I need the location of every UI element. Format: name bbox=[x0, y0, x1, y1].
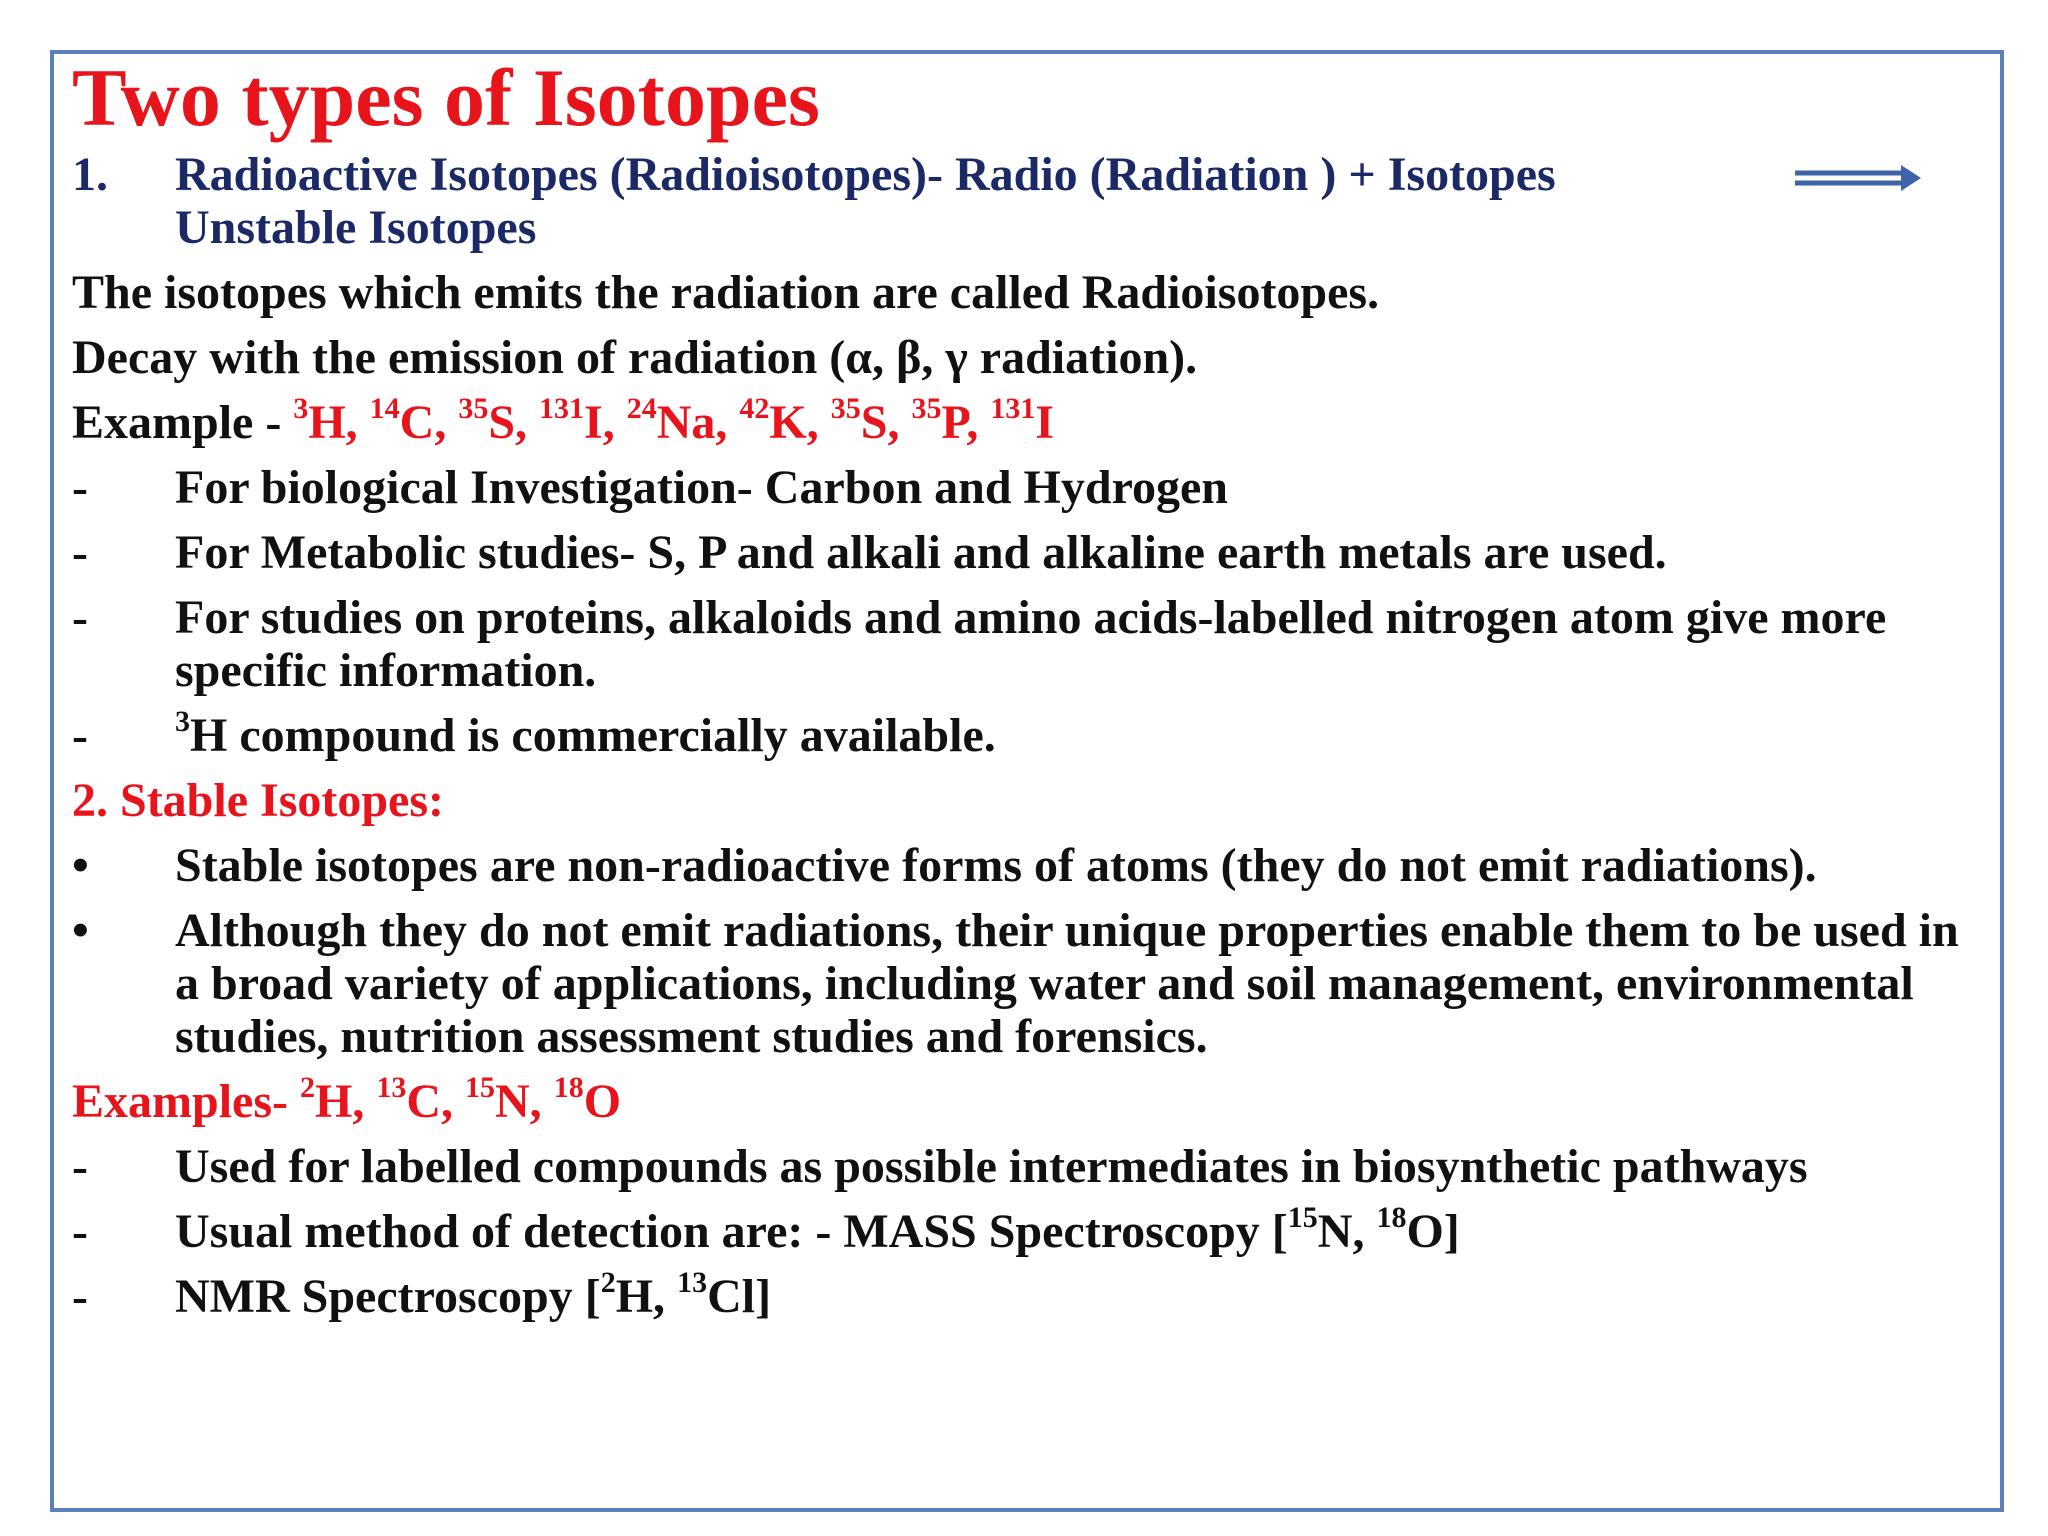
mass-number: 35 bbox=[911, 392, 942, 425]
mass-number: 35 bbox=[458, 392, 489, 425]
element-symbol: I, bbox=[584, 396, 627, 449]
mass-number: 2 bbox=[300, 1071, 315, 1104]
mass-number: 14 bbox=[369, 392, 400, 425]
dash-marker: - bbox=[72, 709, 88, 762]
slide-content bbox=[72, 50, 2008, 1323]
element-symbol: I bbox=[1035, 396, 1055, 449]
section1-heading-text: Radioactive Isotopes (Radioisotopes)- Radio (Radiation ) + Isotopes bbox=[175, 148, 1556, 201]
list-item bbox=[72, 526, 2008, 579]
element-symbol: O] bbox=[1406, 1205, 1460, 1258]
element-symbol: H, bbox=[315, 1075, 377, 1128]
list-item-text: For studies on proteins, alkaloids and amino acids-labelled nitrogen atom give more specific information. bbox=[175, 591, 1887, 697]
section1-heading-cont: Unstable Isotopes bbox=[175, 201, 537, 254]
element-symbol: Na, bbox=[656, 396, 740, 449]
element-symbol: N, bbox=[495, 1075, 554, 1128]
element-symbol: H, bbox=[308, 396, 370, 449]
mass-number: 13 bbox=[376, 1071, 407, 1104]
element-symbol: S, bbox=[488, 396, 540, 449]
list-item bbox=[72, 1140, 2008, 1193]
stable-examples-line bbox=[72, 1071, 2008, 1128]
radioisotope-examples bbox=[293, 392, 1055, 449]
element-symbol: N, bbox=[1317, 1205, 1377, 1258]
element-symbol: P, bbox=[941, 396, 991, 449]
nmr-text: NMR Spectroscopy [ bbox=[175, 1270, 601, 1323]
mass-number: 18 bbox=[553, 1071, 584, 1104]
element-symbol: K, bbox=[769, 396, 831, 449]
element-symbol: Cl] bbox=[707, 1270, 772, 1323]
list-item bbox=[72, 705, 2008, 762]
list-item-text: For biological Investigation- Carbon and Hydrogen bbox=[175, 461, 1228, 514]
list-item bbox=[72, 461, 2008, 514]
section1-heading bbox=[72, 148, 2008, 254]
slide-title: Two types of Isotopes bbox=[72, 52, 820, 143]
mass-number: 42 bbox=[739, 392, 770, 425]
decay-line: Decay with the emission of radiation (α, β, γ radiation). bbox=[72, 331, 1198, 384]
dash-marker: - bbox=[72, 1205, 88, 1258]
list-item-text: Used for labelled compounds as possible intermediates in biosynthetic pathways bbox=[175, 1140, 1808, 1193]
example-label: Example - bbox=[72, 396, 294, 449]
mass-number: 3 bbox=[293, 392, 309, 425]
bullet-marker: • bbox=[72, 904, 89, 957]
element-symbol: C, bbox=[399, 396, 459, 449]
dash-marker: - bbox=[72, 1140, 88, 1193]
mass-number: 13 bbox=[677, 1266, 708, 1299]
section2-heading: 2. Stable Isotopes: bbox=[72, 774, 445, 827]
bullet-marker: • bbox=[72, 839, 89, 892]
stable-isotope-examples bbox=[300, 1071, 622, 1128]
dash-marker: - bbox=[72, 1270, 88, 1323]
list-item-text: For Metabolic studies- S, P and alkali and alkaline earth metals are used. bbox=[175, 526, 1667, 579]
radioisotope-definition: The isotopes which emits the radiation are called Radioisotopes. bbox=[72, 266, 1380, 319]
list-item bbox=[72, 839, 2008, 892]
mass-number: 131 bbox=[990, 392, 1036, 425]
list-item bbox=[72, 904, 2008, 1063]
mass-number: 3 bbox=[175, 705, 190, 738]
mass-number: 131 bbox=[539, 392, 585, 425]
list-item-text: Stable isotopes are non-radioactive forms of atoms (they do not emit radiations). bbox=[175, 839, 1817, 892]
element-symbol: S, bbox=[860, 396, 912, 449]
list-item bbox=[72, 1201, 2008, 1258]
mass-number: 15 bbox=[1287, 1201, 1318, 1234]
mass-number: 15 bbox=[465, 1071, 496, 1104]
detection-text: Usual method of detection are: - MASS Spectroscopy [ bbox=[175, 1205, 1288, 1258]
element-symbol: C, bbox=[406, 1075, 466, 1128]
section1-marker: 1. bbox=[72, 148, 108, 201]
mass-number: 24 bbox=[626, 392, 657, 425]
list-item bbox=[72, 1266, 2008, 1323]
mass-number: 35 bbox=[830, 392, 861, 425]
element-symbol: H, bbox=[615, 1270, 678, 1323]
dash-marker: - bbox=[72, 526, 88, 579]
dash-marker: - bbox=[72, 591, 88, 644]
examples-label: Examples- bbox=[72, 1075, 300, 1128]
mass-number: 18 bbox=[1376, 1201, 1407, 1234]
example-line bbox=[72, 392, 2008, 449]
list-item bbox=[72, 591, 2008, 697]
element-symbol: O bbox=[583, 1075, 622, 1128]
dash-marker: - bbox=[72, 461, 88, 514]
list-item-text: H compound is commercially available. bbox=[190, 709, 996, 762]
mass-number: 2 bbox=[600, 1266, 616, 1299]
list-item-text: Although they do not emit radiations, their unique properties enable them to be used in a broad variety of applications, including water and soil management, environmental studies, nutrition assessment studies and forensics. bbox=[175, 904, 1959, 1063]
